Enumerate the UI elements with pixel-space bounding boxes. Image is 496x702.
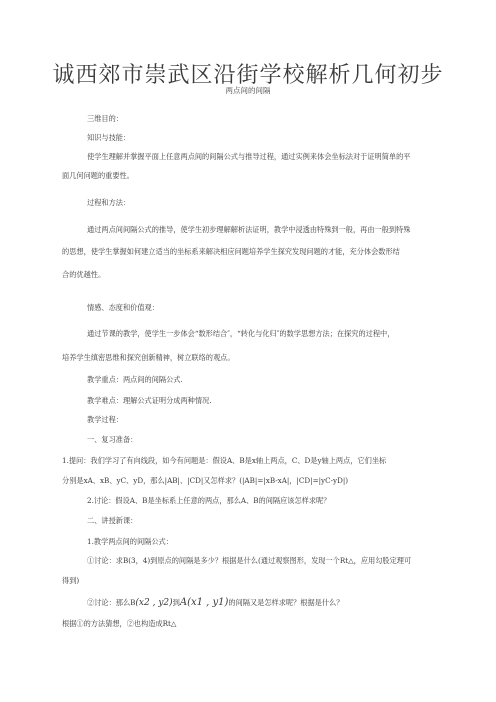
formula-line [87,597,343,608]
text-line: 情感、态度和价值观： [87,303,159,312]
formula-suffix: 的间隔又是怎样求呢？根据是什么？ [228,598,344,607]
text-line: 使学生理解并掌握平面上任意两点间的间隔公式与推导过程，通过实例来体会坐标法对于证明简单的平 [87,152,411,161]
text-line: 教学过程： [87,415,123,424]
text-line: 合的优越性。 [62,270,106,279]
text-line: 通过节课的教学，使学生一步体会“数形结合″，“转化与化归″的数学思想方法；在探究的过程中， [87,329,395,338]
text-line: 面几何问题的重要性。 [62,171,134,180]
formula-prefix: ②讨论：那么B [87,598,136,607]
text-line: 培养学生缜密思维和探究创新精神，树立联络的观点。 [62,353,235,362]
text-line: 一、复习准备： [87,435,138,444]
text-line: 通过两点间间隔公式的推导，使学生初步理解解析法证明，教学中浸透由特殊到一般，再由一般到特殊 [87,225,411,234]
text-line: 的思想，使学生掌握如何建立适当的坐标系来解决相应问题培养学生探究发现问题的才能，充分体会数形结 [62,247,400,256]
text-line: 2.讨论：假设A、B是坐标系上任意的两点，那么A、B的间隔应该怎样求呢？ [87,496,331,505]
document-subtitle: 两点间的间隔 [225,86,271,95]
text-line: 三维目的： [87,114,123,123]
text-line: 过程和方法： [87,198,131,207]
formula-to: 到 [172,598,180,607]
formula-point-a: A(x1 , y1) [179,597,229,608]
text-line: 知识与技能： [87,133,131,142]
text-line: 1.教学两点间的间隔公式： [87,537,173,546]
text-line: 教学难点：理解公式证明分成两种情况. [87,396,212,405]
text-line: 1.提问：我们学习了有向线段，如今有问题是：假设A、B是x轴上两点，C、D是y轴上两点，它们坐标 [62,456,387,465]
text-line: 分别是xA、xB、yC、yD，那么|AB|、|CD|又怎样求？(|AB|=|xB-xA|，|CD|=|yC-yD|) [62,476,349,485]
text-line: 二、讲授新课： [87,516,138,525]
text-line: 根据①的方法猜想，②也构造成Rt△ [62,619,177,628]
text-line: ①讨论：求B(3，4)到原点的间隔是多少？根据是什么(通过观察图形，发现一个Rt△，应用勾股定理可 [87,556,412,565]
text-line: 得到) [62,576,80,585]
text-line: 教学重点：两点间的间隔公式. [87,375,183,384]
formula-point-b: (x2 , y2) [135,598,173,608]
document-title: 诚西郊市崇武区沿街学校解析几何初步 [52,63,444,88]
